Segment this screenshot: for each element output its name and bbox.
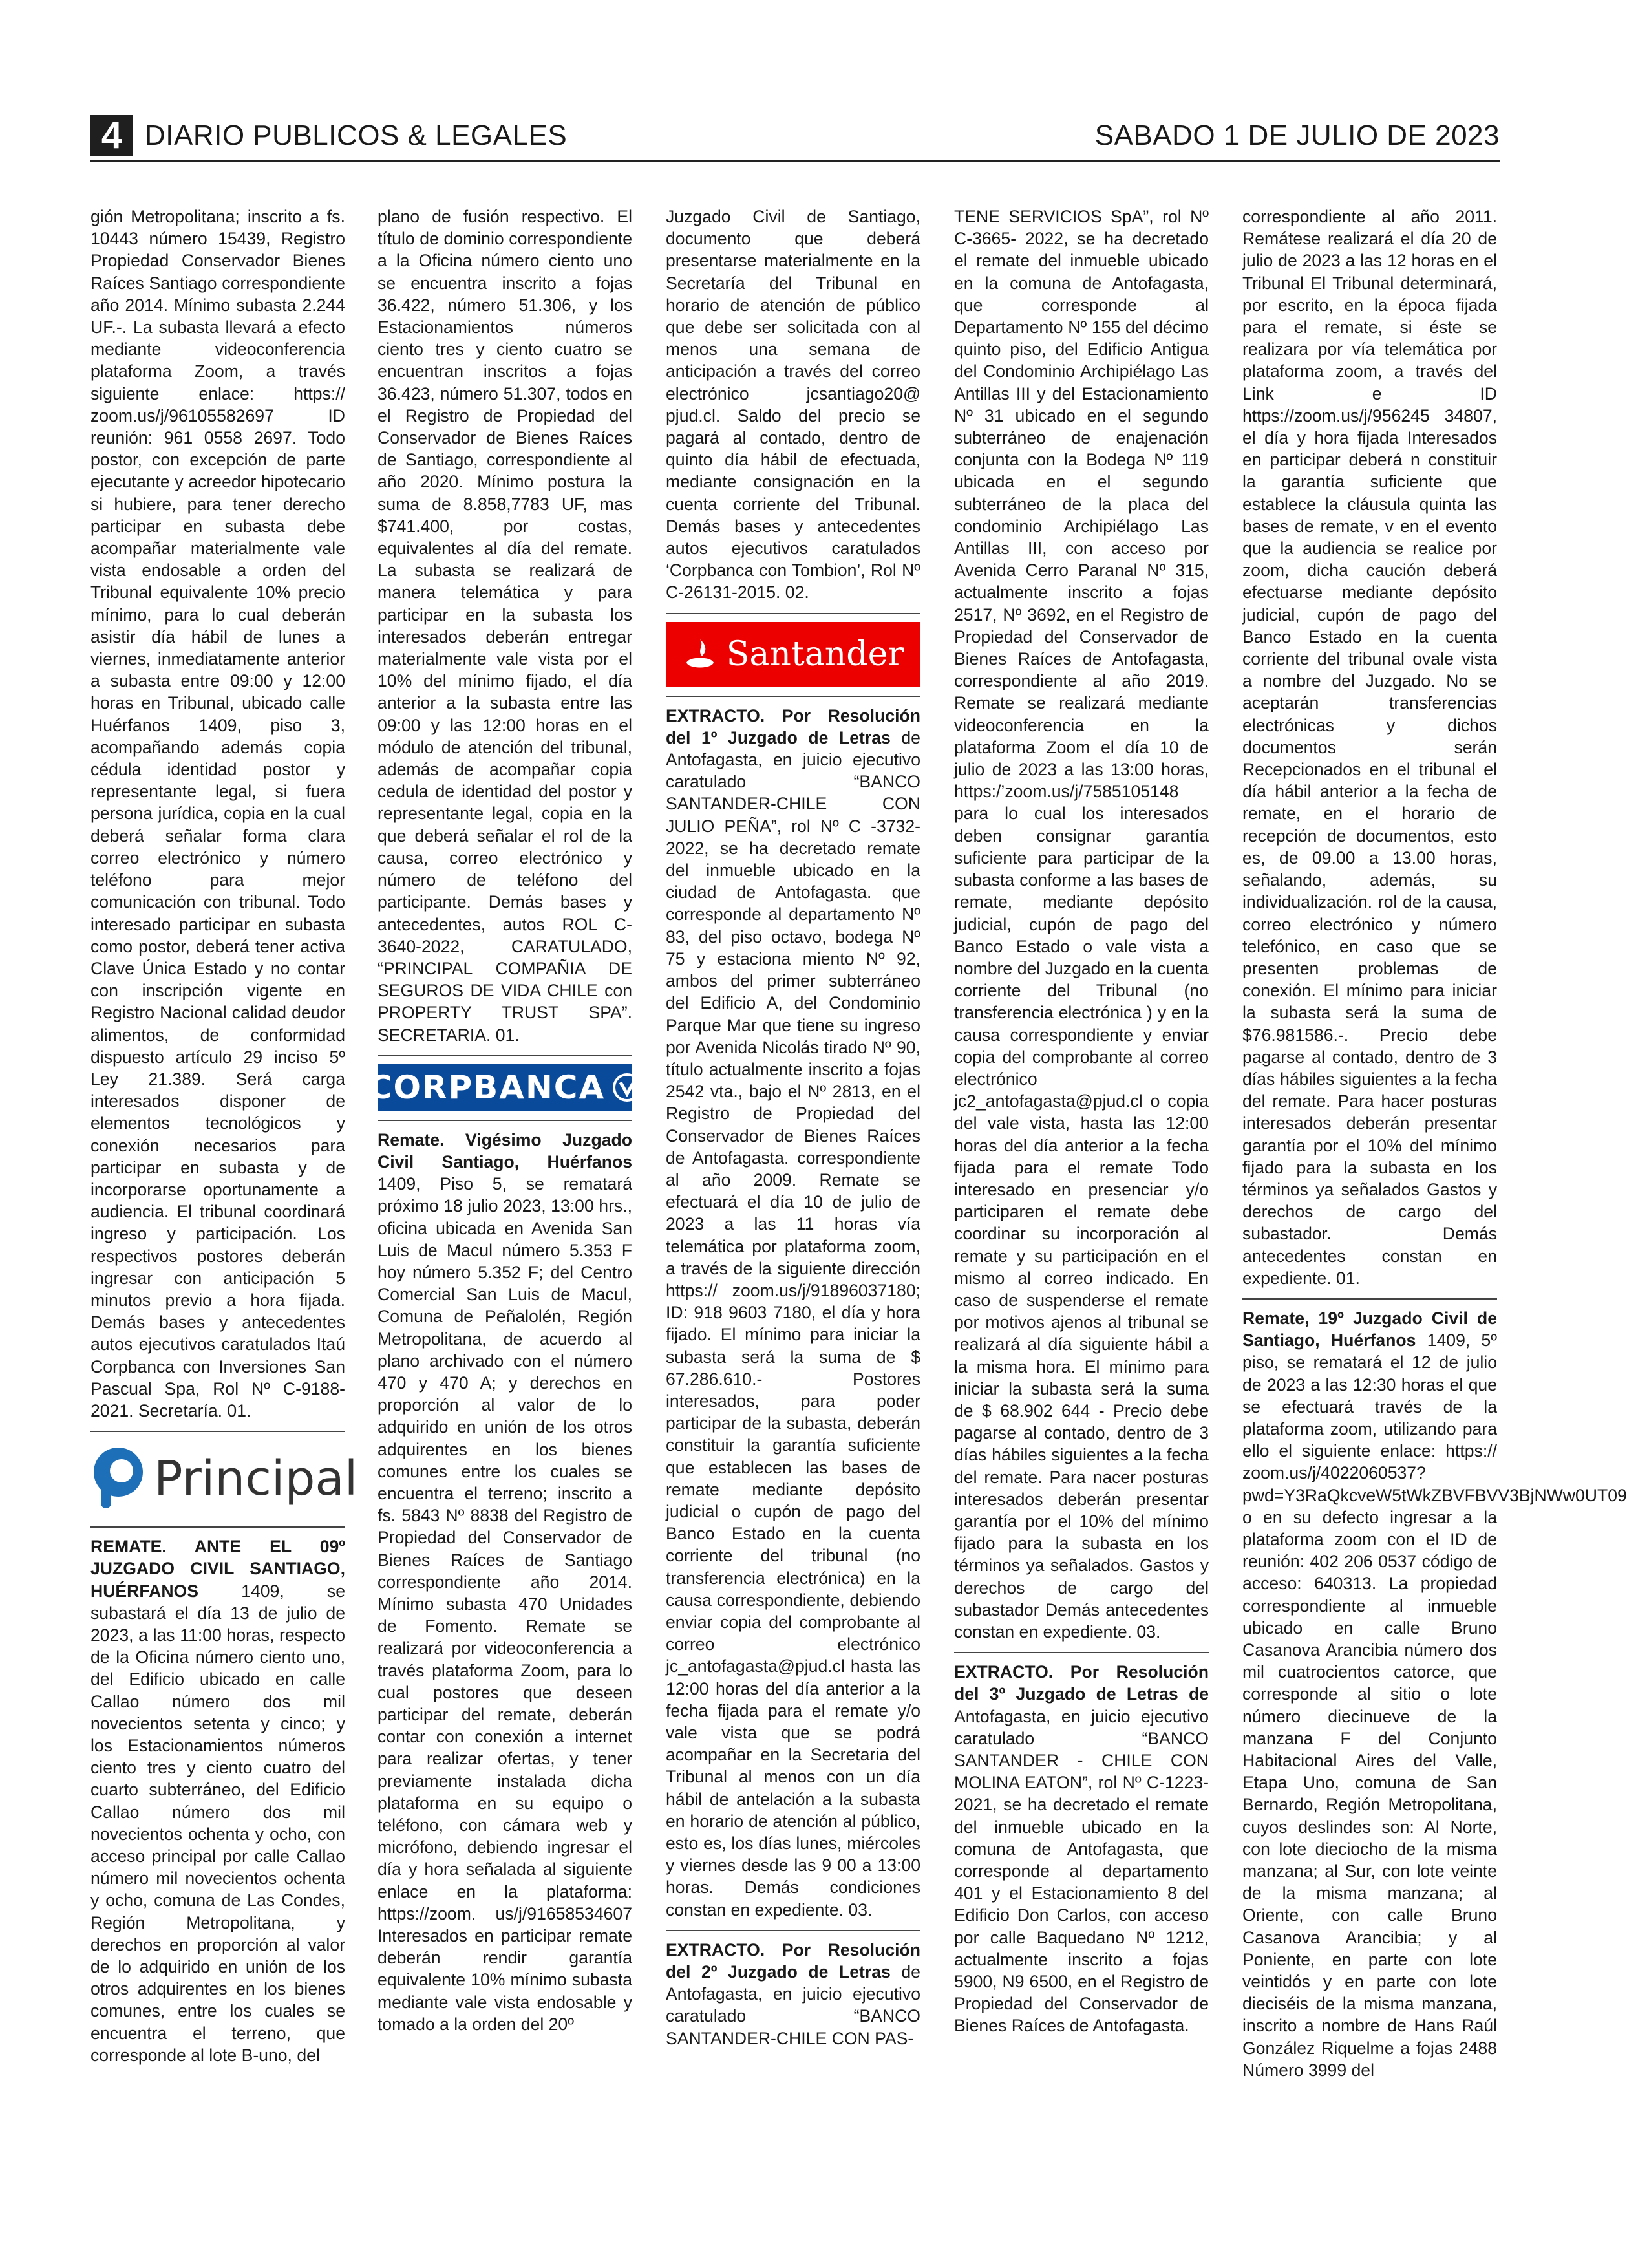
- notice-text: gión Metropolitana; inscrito a fs. 10443 número 15439, Registro Propiedad Conservador Bienes Raíces Santiago correspondiente año 2014. Mínimo subasta 2.244 UF.-. La subasta llevará a efecto mediante videoconferencia plataforma Zoom, a través siguiente enlace: https:// zoom.us/j/96105582697 ID reunión: 961 0558 2697. Todo postor, con excepción de parte ejecutante y acreedor hipotecario si hubiere, para tener derecho participar en subasta debe acompañar materialmente vale vista endosable a orden del Tribunal equivalente 10% precio mínimo, para lo cual deberán asistir día hábil de lunes a viernes, inmediatamente anterior a subasta entre 09:00 y 12:00 horas en Tribunal, ubicado calle Huérfanos 1409, piso 3, acompañando además copia cédula identidad postor y representante legal, si fuera persona jurídica, copia en la cual deberá señalar forma clara correo electrónico y número teléfono para mejor comunicación con tribunal. Todo interesado participar en subasta como postor, deberá tener activa Clave Única Estado y no contar con inscripción vigente en Registro Nacional calidad deudor alimentos, de conformidad dispuesto artículo 29 inciso 5º Ley 21.389. Será carga interesados disponer de elementos tecnológicos y conexión necesarios para participar en subasta y de incorporarse oportunamente a audiencia. El tribunal coordinará ingreso y participación. Los respectivos postores deberán ingresar con anticipación 5 minutos previo a hora fijada. Demás bases y antecedentes autos ejecutivos caratulados Itaú Corpbanca con Inversiones San Pascual Spa, Rol Nº C-9188-2021. Secretaría. 01.: [90, 207, 345, 1420]
- notice-divider: [90, 1431, 345, 1432]
- principal-logo-text: Principal: [154, 1451, 358, 1507]
- notice-text: [666, 1939, 920, 2049]
- notice-divider: [954, 1652, 1209, 1653]
- notice-text: [954, 1661, 1209, 2037]
- publication-title: DIARIO PUBLICOS & LEGALES: [145, 120, 568, 151]
- notice-text: [1242, 1307, 1627, 2081]
- notice-divider: [378, 1120, 632, 1121]
- column-2: [368, 206, 632, 2184]
- notice-body: de Antofagasta, en juicio ejecutivo caratulado “BANCO SANTANDER-CHILE CON PAS-: [666, 1962, 920, 2048]
- notice-text: Juzgado Civil de Santiago, documento que deberá presentarse materialmente en la Secretaría del Tribunal en horario de atención de público que debe ser solicitada con al menos una semana de anticipación a través del correo electrónico jcsantiago20@ pjud.cl. Saldo del precio se pagará al contado, dentro de quinto día hábil de efectuada, mediante consignación en la cuenta corriente del Tribunal. Demás bases y antecedentes autos ejecutivos caratulados ‘Corpbanca con Tombion’, Rol Nº C-26131-2015. 02.: [666, 207, 920, 603]
- notice-divider: [666, 613, 920, 614]
- notice-text: [666, 705, 920, 1921]
- column-1: [90, 206, 358, 2184]
- notice-heading: EXTRACTO. Por Resolución del 1º Juzgado de Letras: [666, 705, 920, 747]
- principal-logo: [90, 1440, 358, 1517]
- notice-divider: [666, 1930, 920, 1931]
- notice-divider: [1242, 1298, 1497, 1300]
- notice-text: correspondiente al año 2011. Remátese realizará el día 20 de julio de 2023 a las 12 horas en el Tribunal El Tribunal determinará, por escrito, en la época fijada para el remate, si éste se realizara por vía telemática por plataforma zoom, a través del Link e ID https://zoom.us/j/956245 34807, el día y hora fijada Interesados en participar deberá n constituir la garantía suficiente que establece la cláusula quinta las bases de remate, v en el evento que la audiencia se realice por zoom, dicha caución deberá efectuarse mediante depósito judicial, cupón de pago del Banco Estado en la cuenta corriente del tribunal ovale vista a nombre del Juzgado. No se aceptarán transferencias electrónicas y dichos documentos serán Recepcionados en el tribunal el día hábil anterior a la fecha de remate, en el horario de recepción de documentos, esto es, de 09.00 a 13.00 horas, señalando, además, su individualización. rol de la causa, correo electrónico y número telefónico, en caso que se presenten problemas de conexión. El mínimo para iniciar la subasta será la suma de $76.981586.-. Precio debe pagarse al contado, dentro de 3 días hábiles siguientes a la fecha del remate. Para hacer posturas interesados deberán presentar garantía por el 10% del mínimo fijado para la subasta en los términos ya señalados Gastos y derechos de cargo del subastador. Demás antecedentes constan en expediente. 01.: [1242, 207, 1497, 1288]
- page-number: 4: [90, 115, 133, 156]
- notice-divider: [666, 696, 920, 697]
- corpbanca-logo: [368, 1064, 632, 1111]
- notice-heading: EXTRACTO. Por Resolución del 3º Juzgado de Letras de: [954, 1662, 1209, 1704]
- corpbanca-mark-icon: [613, 1073, 641, 1102]
- page-header: [90, 115, 1500, 156]
- column-3: [666, 206, 920, 2184]
- notice-body: 1409, se subastará el día 13 de julio de 2023, a las 11:00 horas, respecto de la Oficina número ciento uno, del Edificio ubicado en calle Callao número dos mil novecientos setenta y cinco; y los Estacionamientos números ciento tres y ciento cuatro del cuarto subterráneo, del Edificio Callao número dos mil novecientos ochenta y ocho, con acceso principal por calle Callao número mil novecientos ochenta y ocho, comuna de Las Condes, Región Metropolitana, y derechos en proporción al valor de lo adquirido en unión de los otros adquirentes en los bienes comunes, entre los cuales se encuentra el terreno, que corresponde al lote B-uno, del: [90, 1581, 345, 2065]
- notice-heading: Remate. Vigésimo Juzgado Civil Santiago, Huérfanos: [378, 1129, 632, 1171]
- notice-body: de Antofagasta, en juicio ejecutivo caratulado “BANCO SANTANDER-CHILE CON JULIO PEÑA”, rol Nº C -3732-2022, se ha decretado remate del inmueble ubicado en la ciudad de Antofagasta. que corresponde al departamento Nº 83, del piso octavo, bodega Nº 75 y estaciona miento Nº 92, ambos del primer subterráneo del Edificio A, del Condominio Parque Mar que tiene su ingreso por Avenida Nicolás tirado Nº 90, título actualmente inscrito a fojas 2542 vta., bajo el Nº 2813, en el Registro de Propiedad del Conservador de Bienes Raíces de Antofagasta. correspondiente al año 2009. Remate se efectuará el día 10 de julio de 2023 a las 11 horas vía telemática por plataforma zoom, a través de la siguiente dirección https:// zoom.us/j/91896037180; ID: 918 9603 7180, el día y hora fijado. El mínimo para iniciar la subasta será la suma de $ 67.286.610.- Postores interesados, para poder participar de la subasta, deberán constituir la garantía suficiente que establecen las bases de remate mediante depósito judicial o cupón de pago del Banco Estado en la cuenta corriente del tribunal (no transferencia electrónica) en la causa correspondiente, debiendo enviar copia del comprobante al correo electrónico jc_antofagasta@pjud.cl hasta las 12:00 horas del día anterior a la fecha fijada para el remate y/o vale vista que se podrá acompañar en la Secretaria del Tribunal al menos con un día hábil de antelación a la subasta en horario de atención al público, esto es, los días lunes, miércoles y viernes desde las 9 00 a 13:00 horas. Demás condiciones constan en expediente. 03.: [666, 727, 920, 1920]
- notice-text: TENE SERVICIOS SpA”, rol Nº C-3665- 2022, se ha decretado el remate del inmueble ubicado en la comuna de Antofagasta, que corresponde al Departamento Nº 155 del décimo quinto piso, del Edificio Antigua del Condominio Archipiélago Las Antillas III y del Estacionamiento Nº 31 ubicado en el segundo subterráneo de enajenación conjunta con la Bodega Nº 119 ubicada en el segundo subterráneo de la placa del condominio Archipiélago Las Antillas III, con acceso por Avenida Cerro Paranal Nº 315, actualmente inscrito a fojas 2517, Nº 3692, en el Registro de Propiedad del Conservador de Bienes Raíces de Antofagasta, correspondiente al año 2019. Remate se realizará mediante videoconferencia en la plataforma Zoom el día 10 de julio de 2023 a las 13:00 horas, https:/’zoom.us/j/7585105148 para lo cual los interesados deben consignar garantía suficiente para participar de la subasta conforme a las bases de remate, mediante depósito judicial, cupón de pago del Banco Estado o vale vista a nombre del Juzgado en la cuenta corriente del Tribunal (no transferencia electrónica ) y en la causa correspondiente y enviar copia del comprobante al correo electrónico jc2_antofagasta@pjud.cl o copia del vale vista, hasta las 12:00 horas del día anterior a la fecha fijada para el remate Todo interesado en presenciar y/o participaren el remate debe coordinar su incorporación al remate y su participación en el mismo al correo indicado. En caso de suspenderse el remate por motivos ajenos al tribunal se realizará al día siguiente hábil a la misma hora. El mínimo para iniciar la subasta será la suma de $ 68.902 644 - Precio debe pagarse al contado, dentro de 3 días hábiles siguientes a la fecha del remate. Para nacer posturas interesados deberán presentar garantía por el 10% del mínimo fijado para la subasta en los términos ya señalados. Gastos y derechos de cargo del subastador Demás antecedentes constan en expediente. 03.: [954, 207, 1209, 1642]
- column-4: [954, 206, 1209, 2184]
- notice-body: 1409, 5º piso, se rematará el 12 de julio de 2023 a las 12:30 horas el que se efectuará través de la plataforma zoom, utilizando para ello el siguiente enlace: https:// zoom.us/j/4022060537?pwd=Y3RaQkcveW5tWkZBVFBVV3BjNWw0UT09 o en su defecto ingresar a la plataforma zoom con el ID de reunión: 402 206 0537 código de acceso: 640313. La propiedad correspondiente al inmueble ubicado en calle Bruno Casanova Arancibia número dos mil cuatrocientos catorce, que corresponde al sitio o lote número diecinueve de la manzana F del Conjunto Habitacional Aires del Valle, Etapa Uno, comuna de San Bernardo, Región Metropolitana, cuyos deslindes son: Al Norte, con lote dieciocho de la misma manzana; al Sur, con lote veinte de la misma manzana; al Oriente, con calle Bruno Casanova Arancibia; y al Poniente, en parte con lote veintidós y en parte con lote dieciséis de la misma manzana, inscrito a nombre de Hans Raúl González Riquelme a fojas 2488 Número 3999 del: [1242, 1331, 1627, 2080]
- santander-flame-icon: [683, 637, 718, 672]
- notice-text: [378, 1129, 632, 2035]
- notice-heading: REMATE. ANTE EL 09º JUZGADO CIVIL SANTIAGO, HUÉRFANOS: [90, 1537, 345, 1601]
- notice-text: [90, 1535, 345, 2066]
- corpbanca-logo-text: CORPBANCA: [368, 1068, 606, 1106]
- notice-divider: [378, 1055, 632, 1056]
- header-rule: [90, 160, 1500, 162]
- santander-logo-text: Santander: [726, 634, 904, 674]
- notice-heading: Remate, 19º Juzgado Civil de Santiago, Huérfanos: [1242, 1308, 1497, 1351]
- column-5: [1242, 206, 1627, 2184]
- notice-heading: EXTRACTO. Por Resolución del 2º Juzgado de Letras: [666, 1940, 920, 1982]
- principal-mark-icon: [90, 1446, 146, 1511]
- issue-date: SABADO 1 DE JULIO DE 2023: [1094, 120, 1500, 151]
- santander-logo: [666, 622, 920, 687]
- notice-body: 1409, Piso 5, se rematará próximo 18 julio 2023, 13:00 hrs., oficina ubicada en Avenida San Luis de Macul número 5.353 F hoy número 5.352 F; del Centro Comercial San Luis de Macul, Comuna de Peñalolén, Región Metropolitana, de acuerdo al plano archivado con el número 470 y 470 A; y derechos en proporción al valor de lo adquirido en unión de los otros adquirentes en los bienes comunes entre los cuales se encuentra el terreno; inscrito a fs. 5843 Nº 8838 del Registro de Propiedad del Conservador de Bienes Raíces de Santiago correspondiente año 2014. Mínimo subasta 470 Unidades de Fomento. Remate se realizará por videoconferencia a través plataforma Zoom, para lo cual postores que deseen participar del remate, deberán contar con conexión a internet para realizar ofertas, y tener previamente instalada dicha plataforma en su equipo o teléfono, con cámara web y micrófono, debiendo ingresar el día y hora señalada al siguiente enlace en la plataforma: https://zoom. us/j/91658534607 Interesados en participar remate deberán rendir garantía equivalente 10% mínimo subasta mediante vale vista endosable y tomado a la orden del 20º: [378, 1174, 632, 2034]
- notice-divider: [90, 1526, 345, 1528]
- notice-text: plano de fusión respectivo. El título de dominio correspondiente a la Oficina número ciento uno se encuentra inscrito a fojas 36.422, número 51.306, y los Estacionamientos números ciento tres y ciento cuatro se encuentran inscritos a fojas 36.423, número 51.307, todos en el Registro de Propiedad del Conservador de Bienes Raíces de Santiago, correspondiente al año 2020. Mínimo postura la suma de 8.858,7783 UF, mas $741.400, por costas, equivalentes al día del remate. La subasta se realizará de manera telemática y para participar en la subasta los interesados deberán entregar materialmente vale vista por el 10% del mínimo fijado, el día anterior a la subasta entre las 09:00 y las 12:00 horas en el módulo de atención del tribunal, además de acompañar copia cedula de identidad del postor y representante legal, copia en la que deberá señalar el rol de la causa, correo electrónico y número de teléfono del participante. Demás bases y antecedentes, autos ROL C-3640-2022, CARATULADO, “PRINCIPAL COMPAÑIA DE SEGUROS DE VIDA CHILE con PROPERTY TRUST SPA”. SECRETARIA. 01.: [378, 207, 632, 1045]
- notice-body: Antofagasta, en juicio ejecutivo caratulado “BANCO SANTANDER - CHILE CON MOLINA EATON”, rol Nº C-1223-2021, se ha decretado el remate del inmueble ubicado en la comuna de Antofagasta, que corresponde al departamento 401 y el Estacionamiento 8 del Edificio Don Carlos, con acceso por calle Baquedano Nº 1212, actualmente inscrito a fojas 5900, N9 6500, en el Registro de Propiedad del Conservador de Bienes Raíces de Antofagasta.: [954, 1706, 1209, 2036]
